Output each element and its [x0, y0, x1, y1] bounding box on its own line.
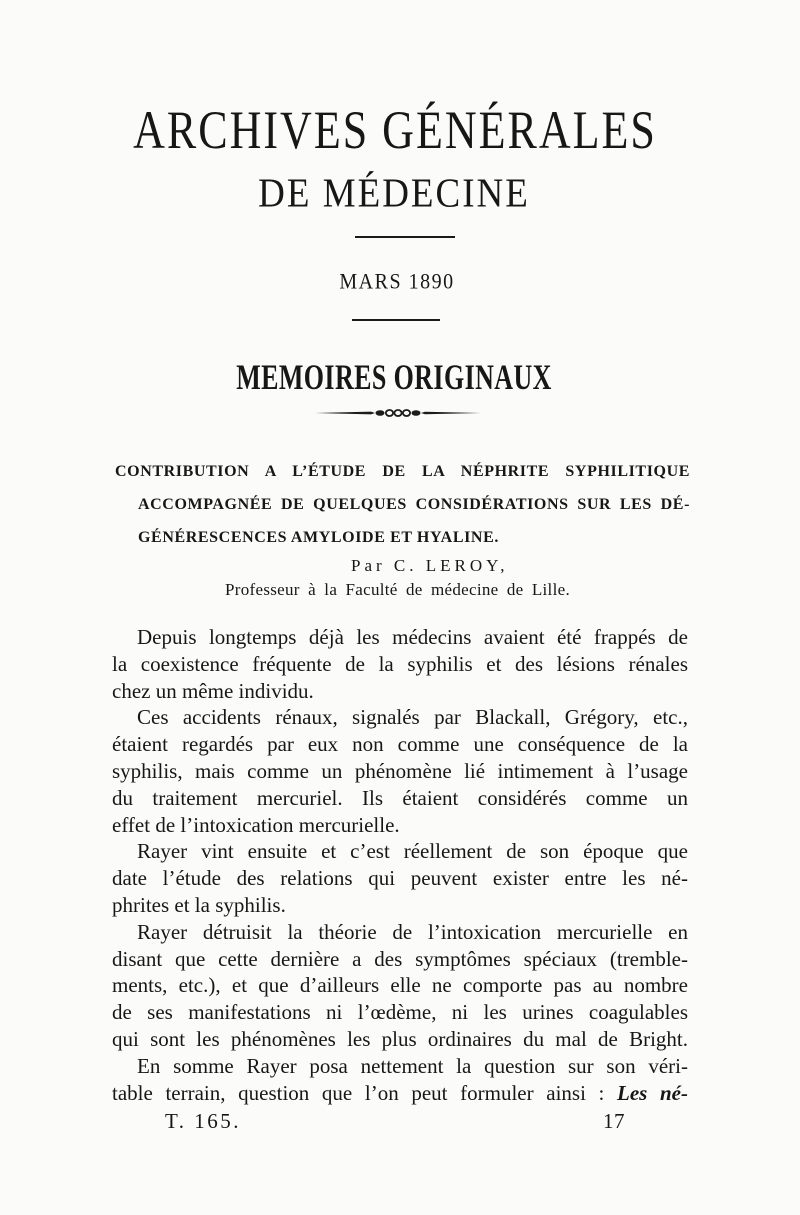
- rule-divider: [352, 319, 440, 321]
- issue-date: MARS 1890: [339, 269, 455, 295]
- body-line-text: table terrain, question que l’on peut formuler ainsi :: [112, 1080, 605, 1105]
- body-line: chez un même individu.: [112, 678, 314, 703]
- body-line: En somme Rayer posa nettement la question sur son véri-: [137, 1053, 688, 1078]
- ornament-loop: [412, 410, 421, 416]
- ornament-bar: [315, 412, 375, 415]
- body-line: ments, etc.), et que d’ailleurs elle ne comporte pas au nombre: [112, 973, 688, 998]
- ornament-divider: [315, 406, 481, 420]
- paragraph: [112, 624, 688, 704]
- body-line: la coexistence fréquente de la syphilis et des lésions rénales: [112, 651, 688, 676]
- journal-title-line-2: DE MÉDECINE: [258, 170, 530, 217]
- article-title: [115, 455, 690, 554]
- ornament-loop: [403, 410, 410, 416]
- section-heading: MEMOIRES ORIGINAUX: [236, 357, 552, 398]
- body-line: Rayer vint ensuite et c’est réellement de son époque que: [137, 839, 688, 864]
- body-line: phrites et la syphilis.: [112, 892, 286, 917]
- body-line: de ses manifestations ni l’œdème, ni les urines coagulables: [112, 1000, 688, 1025]
- body-line: qui sont les phénomènes les plus ordinaires du mal de Bright.: [112, 1026, 688, 1051]
- body-line: Ces accidents rénaux, signalés par Blackall, Grégory, etc.,: [137, 705, 688, 730]
- volume-number: T. 165.: [165, 1109, 242, 1133]
- article-body: [112, 624, 688, 1106]
- body-line: Depuis longtemps déjà les médecins avaient été frappés de: [137, 625, 688, 649]
- author-byline: Par C. LEROY,: [351, 556, 509, 575]
- body-line: [112, 1080, 688, 1107]
- body-line: étaient regardés par eux non comme une conséquence de la: [112, 732, 688, 757]
- author-affiliation: Professeur à la Faculté de médecine de Lille.: [225, 580, 570, 599]
- body-line: syphilis, mais comme un phénomène lié intimement à l’usage: [112, 758, 688, 783]
- ornament-loop: [386, 410, 393, 416]
- ornament-loop: [376, 410, 385, 416]
- paragraph: [112, 919, 688, 1053]
- body-line: effet de l’intoxication mercurielle.: [112, 812, 400, 837]
- body-line: date l’étude des relations qui peuvent exister entre les né-: [112, 866, 688, 891]
- journal-title-line-1: ARCHIVES GÉNÉRALES: [133, 100, 657, 161]
- article-title-line: ACCOMPAGNÉE DE QUELQUES CONSIDÉRATIONS SUR LES DÉ-: [138, 496, 690, 513]
- article-title-line: CONTRIBUTION A L’ÉTUDE DE LA NÉPHRITE SYPHILITIQUE: [115, 463, 690, 480]
- page-number: 17: [603, 1109, 625, 1133]
- article-title-line: GÉNÉRESCENCES AMYLOIDE ET HYALINE.: [138, 529, 499, 546]
- body-line-italic-text: Les né-: [617, 1080, 688, 1105]
- paragraph: [112, 1053, 688, 1107]
- body-line: du traitement mercuriel. Ils étaient considérés comme un: [112, 785, 688, 810]
- ornament-loop: [394, 410, 401, 416]
- rule-divider: [355, 236, 455, 238]
- paragraph: [112, 838, 688, 918]
- ornament-bar: [421, 412, 481, 414]
- body-line: Rayer détruisit la théorie de l’intoxication mercurielle en: [137, 919, 688, 944]
- body-line: disant que cette dernière a des symptômes spéciaux (tremble-: [112, 946, 688, 971]
- paragraph: [112, 704, 688, 838]
